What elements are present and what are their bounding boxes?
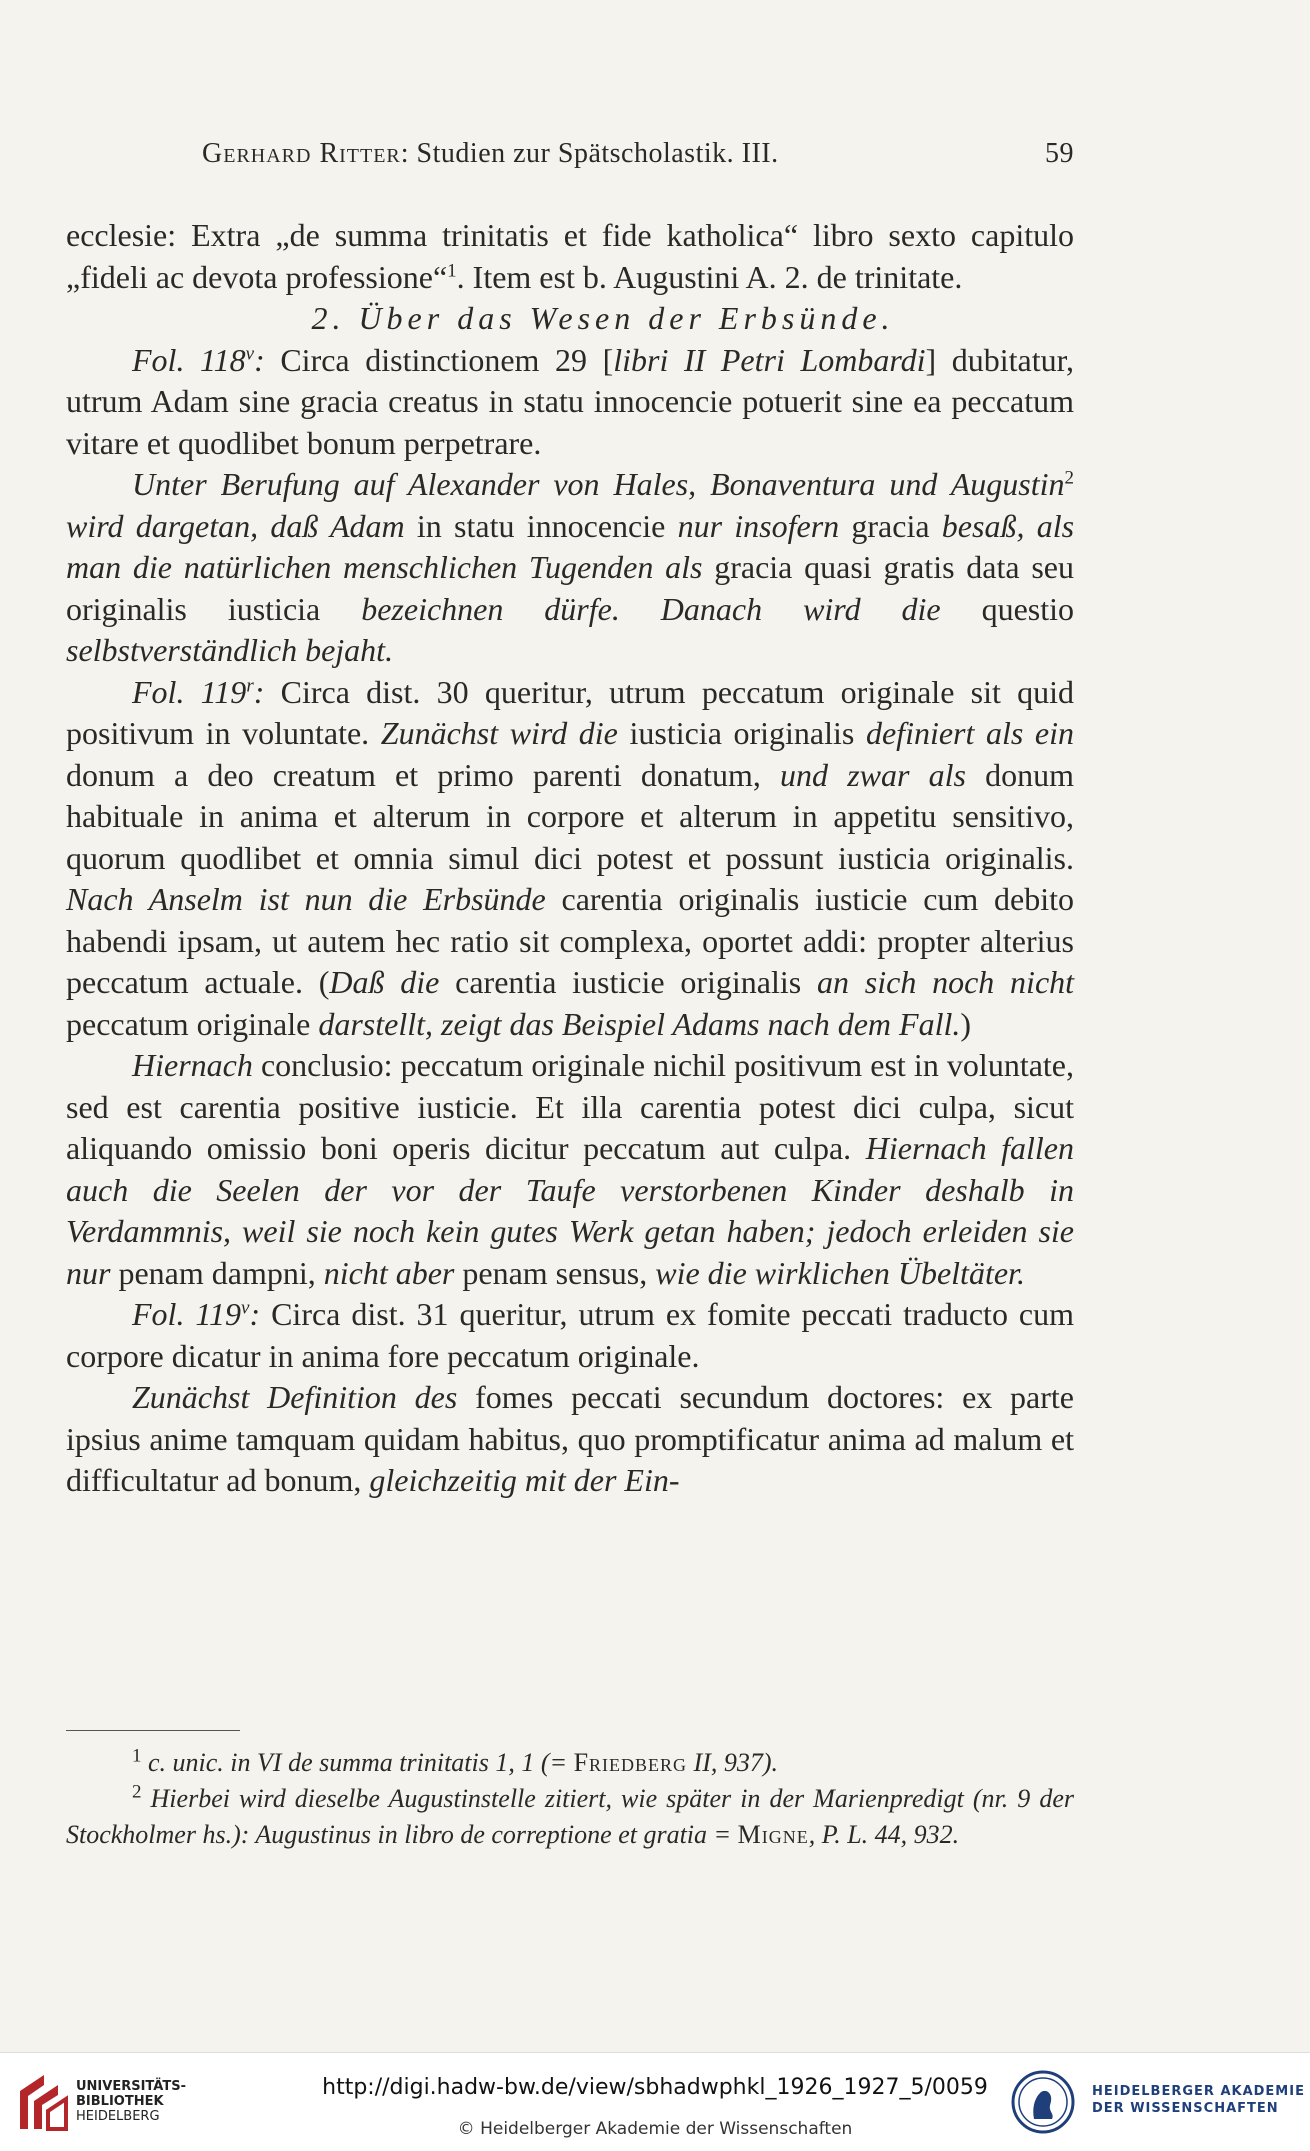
text-run: gracia — [839, 507, 942, 544]
academy-name-line: HEIDELBERGER AKADEMIE — [1092, 2084, 1305, 2099]
folio-ref-text: Fol. 118 — [132, 341, 246, 378]
footnote-number: 1 — [132, 1745, 142, 1767]
italic-run: gleichzeitig mit der Ein- — [369, 1462, 680, 1498]
paragraph-7 — [66, 1377, 1074, 1502]
text-run: Circa dist. 30 queritur, utrum peccatum originale sit quid positivum in voluntate. — [66, 673, 1075, 751]
footnote-ref-1: 1 — [447, 259, 457, 281]
text-run: fomes peccati secundum doctores: ex parte ipsius anime tamquam quidam habitus, quo promptificatur anima ad malum et difficultatur ad bonum, — [66, 1379, 1075, 1498]
folio-ref — [132, 674, 264, 710]
library-name-line: HEIDELBERG — [76, 2109, 160, 2124]
header-title — [202, 138, 779, 170]
italic-run: bezeichnen dürfe. Danach wird die — [361, 590, 941, 627]
folio-ref — [132, 342, 265, 378]
folio-side: r — [246, 674, 254, 696]
paragraph-4 — [66, 672, 1074, 1046]
footnote-text: c. unic. in VI de summa trinitatis 1, 1 (= — [141, 1748, 574, 1777]
viewer-footer — [0, 2052, 1310, 2151]
footnote-text: II, 937). — [687, 1748, 779, 1777]
footnote-ref-2: 2 — [1064, 467, 1074, 489]
text-run: Circa dist. 31 queritur, utrum ex fomite peccati traducto cum corpore dicatur in anima fore peccatum originale. — [66, 1296, 1075, 1374]
italic-run: definiert als ein — [865, 715, 1075, 751]
text-run: ) — [960, 1005, 971, 1042]
italic-run: nicht aber — [323, 1254, 455, 1291]
text-run: conclusio: peccatum originale nichil positivum est in voluntate, sed est carentia positive iusticie. Et illa carentia potest dici culpa, sicut aliquando omissio boni operis dicitur peccatum aut culpa. — [66, 1047, 1074, 1166]
text-run: donum a deo creatum et primo parenti donatum, — [66, 756, 781, 793]
footnote-2 — [66, 1781, 1074, 1853]
italic-run: Unter Berufung auf Alexander von Hales, Bonaventura und Augustin — [132, 466, 1065, 502]
header-author: Gerhard Ritter — [202, 138, 401, 169]
italic-run: und zwar als — [780, 756, 966, 793]
footnote-author: Migne — [737, 1820, 809, 1849]
footnote-rule — [66, 1730, 240, 1731]
copyright-notice: © Heidelberger Akademie der Wissenschaften — [457, 2119, 853, 2139]
italic-run: an sich noch nicht — [817, 964, 1075, 1000]
italic-run: nur insofern — [677, 507, 840, 544]
footnotes — [66, 1730, 1074, 1853]
italic-run: Zunächst wird die — [380, 715, 618, 751]
folio-colon: : — [254, 341, 265, 378]
text-run: ] dubitatur, utrum Adam sine gracia creatus in statu innocencie potuerit sine ea peccatum vitare et quodlibet bonum perpetrare. — [66, 341, 1075, 461]
italic-run: Nach Anselm ist nun die Erbsünde — [66, 881, 546, 917]
library-name-line: BIBLIOTHEK — [76, 2094, 164, 2109]
italic-run: Daß die — [329, 964, 440, 1000]
section-title: 2. Über das Wesen der Erbsünde. — [311, 300, 895, 336]
footnote-text: , P. L. 44, 932. — [808, 1820, 960, 1849]
folio-side: v — [245, 342, 255, 364]
paragraph-6 — [66, 1294, 1074, 1377]
footnote-text: Hierbei wird dieselbe Augustinstelle zitiert, wie später in der Marienpredigt (nr. 9 der Stockholmer hs.): Augustinus in libro de correptione et gratia = — [66, 1784, 1074, 1849]
text-run: questio — [940, 590, 1075, 627]
text-run: peccatum originale — [66, 1005, 319, 1042]
folio-ref — [132, 1296, 260, 1332]
text-run: penam sensus, — [454, 1254, 656, 1291]
footnote-1 — [66, 1745, 1074, 1781]
body-text — [66, 215, 1074, 1502]
folio-colon: : — [253, 673, 265, 710]
text-run: carentia iusticie originalis — [439, 964, 817, 1000]
text-run: iusticia originalis — [617, 715, 866, 751]
italic-run: Hiernach — [132, 1047, 253, 1083]
footnote-number: 2 — [132, 1781, 142, 1803]
header-title-rest: : Studien zur Spätscholastik. III. — [400, 138, 779, 169]
academy-name — [1092, 2083, 1305, 2117]
text-run: ecclesie: Extra „de summa trinitatis et fide katholica“ libro sexto capitulo „fideli ac devota professione“ — [66, 217, 1074, 295]
permalink-url[interactable]: http://digi.hadw-bw.de/view/sbhadwphkl_1926_1927_5/0059 — [322, 2075, 988, 2100]
academy-seal-icon — [1010, 2069, 1076, 2135]
folio-side: v — [241, 1297, 250, 1319]
text-run: . Item est b. Augustini A. 2. de trinitate. — [456, 258, 963, 295]
paragraph-5 — [66, 1045, 1074, 1294]
page-number: 59 — [1045, 138, 1074, 169]
paragraph-3 — [66, 464, 1074, 672]
text-run: Circa distinctionem 29 [ — [264, 341, 614, 378]
footnote-author: Friedberg — [573, 1748, 688, 1777]
italic-run: besaß, als man die natürlichen menschlichen Tugenden als — [66, 507, 1075, 585]
library-name-line: UNIVERSITÄTS- — [76, 2079, 186, 2094]
text-run: gracia quasi gratis data seu originalis iusticia — [66, 549, 1075, 627]
folio-ref-text: Fol. 119 — [132, 1296, 242, 1332]
italic-run: Hiernach fallen auch die Seelen der vor der Taufe verstorbenen Kinder deshalb in Verdammnis, weil sie noch kein gutes Werk getan haben; jedoch erleiden sie nur — [66, 1130, 1075, 1291]
academy-name-line: DER WISSENSCHAFTEN — [1092, 2101, 1279, 2116]
text-run: in statu innocencie — [404, 507, 678, 544]
text-run: carentia originalis iusticie cum debito habendi ipsam, ut autem hec ratio sit complexa, oportet addi: propter alterius peccatum actuale. ( — [66, 881, 1075, 1000]
paragraph-1 — [66, 215, 1074, 298]
italic-run: selbstverständlich bejaht. — [66, 632, 394, 668]
folio-ref-text: Fol. 119 — [132, 673, 247, 710]
paragraph-2 — [66, 340, 1074, 465]
italic-run: wie die wirklichen Übeltäter. — [655, 1254, 1025, 1291]
text-run: donum habituale in anima et alterum in corpore et alterum in appetitu sensitivo, quorum quodlibet et omnia simul dici potest et possunt iusticia originalis. — [66, 756, 1075, 876]
italic-run: darstellt, zeigt das Beispiel Adams nach dem Fall. — [318, 1005, 961, 1042]
italic-run: wird dargetan, daß Adam — [66, 507, 405, 544]
text-run: penam dampni, — [110, 1254, 324, 1291]
folio-colon: : — [249, 1296, 261, 1332]
italic-run: Zunächst Definition des — [132, 1379, 458, 1415]
italic-run: libri II Petri Lombardi — [613, 341, 926, 378]
